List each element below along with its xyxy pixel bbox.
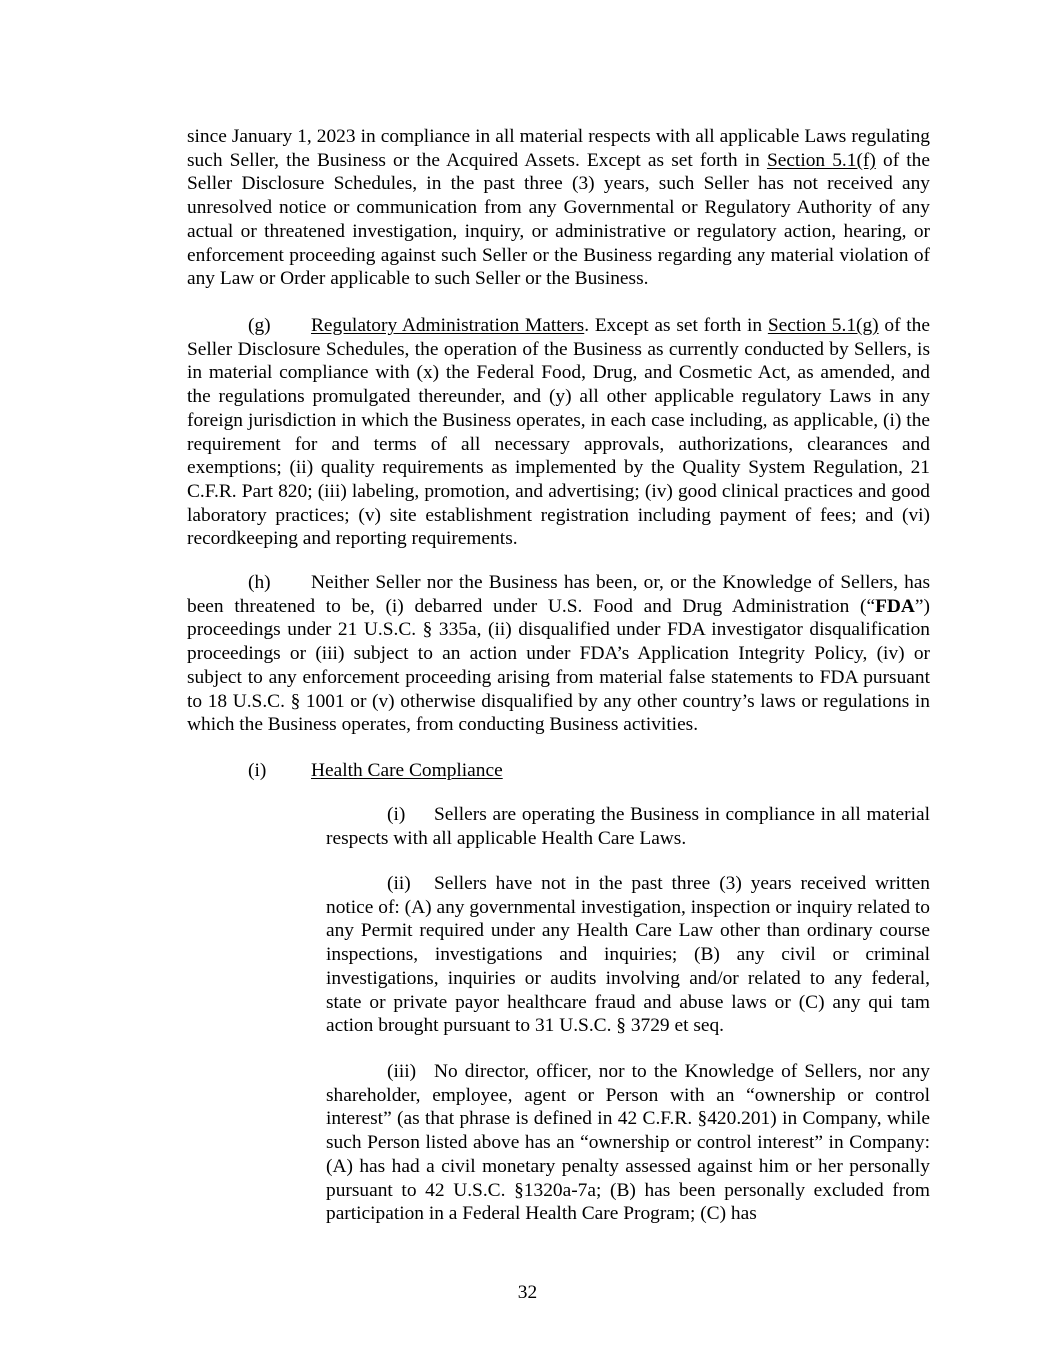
paragraph-g-heading: Regulatory Administration Matters [311, 315, 585, 336]
paragraph-i-heading: Health Care Compliance [311, 760, 503, 781]
subparagraph-i-iii-text: No director, officer, nor to the Knowledge of Sellers, nor any shareholder, employee, agent or Person with an “ownership or control interest” (as that phrase is defined in 42 C.F.R. §420.201) in Company, while such Person listed above has an “ownership or control interest” in Company: (A) has had a civil monetary penalty assessed against him or her personally pursuant to 42 U.S.C. §1320a-7a; (B) has been personally excluded from participation in a Federal Health Care Program; (C) has [326, 1061, 930, 1225]
subparagraph-i-i-text: Sellers are operating the Business in compliance in all material respects with all applicable Health Care Laws. [326, 804, 930, 849]
paragraph-h-text-end: ”) proceedings under 21 U.S.C. § 335a, (ii) disqualified under FDA investigator disqualification proceedings or (iii) subject to an action under FDA’s Application Integrity Policy, (iv) or subject to any enforcement proceeding arising from material false statements to FDA pursuant to 18 U.S.C. § 1001 or (v) otherwise disqualified by any other country’s laws or regulations in which the Business operates, from conducting Business activities. [187, 595, 930, 736]
section-reference-5-1-f: Section 5.1(f) [766, 149, 876, 171]
paragraph-h-label: (h) [248, 572, 271, 593]
subparagraph-i-iii-label: (iii) [387, 1061, 417, 1082]
paragraph-f-text-end: of the Seller Disclosure Schedules, in the past three (3) years, such Seller has not received any unresolved notice or communication from any Governmental or Regulatory Authority of any actual or threatened investigation, inquiry, or administrative or regulatory action, hearing, or enforcement proceeding against such Seller or the Business regarding any material violation of any Law or Order applicable to such Seller or the Business. [187, 149, 930, 290]
paragraph-h [187, 571, 930, 737]
subparagraph-i-iii [326, 1060, 930, 1226]
defined-term-fda: FDA [875, 595, 915, 617]
subparagraph-i-ii-label: (ii) [387, 873, 411, 894]
subparagraph-i-i [326, 803, 930, 850]
subparagraph-i-ii [326, 872, 930, 1038]
paragraph-g-text-start: . Except as set forth in [584, 315, 768, 336]
paragraph-h-text-start: Neither Seller nor the Business has been, or, or the Knowledge of Sellers, has been threatened to be, (i) debarred under U.S. Food and Drug Administration (“ [187, 572, 930, 617]
paragraph-g [187, 314, 930, 551]
paragraph-g-label: (g) [248, 315, 271, 336]
subparagraph-i-i-label: (i) [387, 804, 406, 825]
page-number: 32 [517, 1282, 538, 1303]
paragraph-f-continued [187, 125, 930, 291]
subparagraph-i-ii-text: Sellers have not in the past three (3) years received written notice of: (A) any governmental investigation, inspection or inquiry related to any Permit required under any Health Care Law other than ordinary course inspections, investigations and inquiries; (B) any civil or criminal investigations, inquiries or audits involving and/or related to any federal, state or private payor healthcare fraud and abuse laws or (C) any qui tam action brought pursuant to 31 U.S.C. § 3729 et seq. [326, 873, 930, 1037]
paragraph-i-heading-line [187, 759, 930, 783]
paragraph-g-text-end: of the Seller Disclosure Schedules, the operation of the Business as currently conducted by Sellers, is in material compliance with (x) the Federal Food, Drug, and Cosmetic Act, as amended, and the regulations promulgated thereunder, and (y) all other applicable regulatory Laws in any foreign jurisdiction in which the Business operates, in each case including, as applicable, (i) the requirement for and terms of all necessary approvals, authorizations, clearances and exemptions; (ii) quality requirements as implemented by the Quality System Regulation, 21 C.F.R. Part 820; (iii) labeling, promotion, and advertising; (iv) good clinical practices and good laboratory practices; (v) site establishment registration including payment of fees; and (vi) recordkeeping and reporting requirements. [187, 315, 930, 550]
paragraph-i-label: (i) [248, 760, 267, 781]
paragraph-f-text-start: since January 1, 2023 in compliance in all material respects with all applicable Laws regulating such Seller, the Business or the Acquired Assets. Except as set forth in [187, 126, 930, 171]
section-reference-5-1-g: Section 5.1(g) [767, 315, 879, 336]
